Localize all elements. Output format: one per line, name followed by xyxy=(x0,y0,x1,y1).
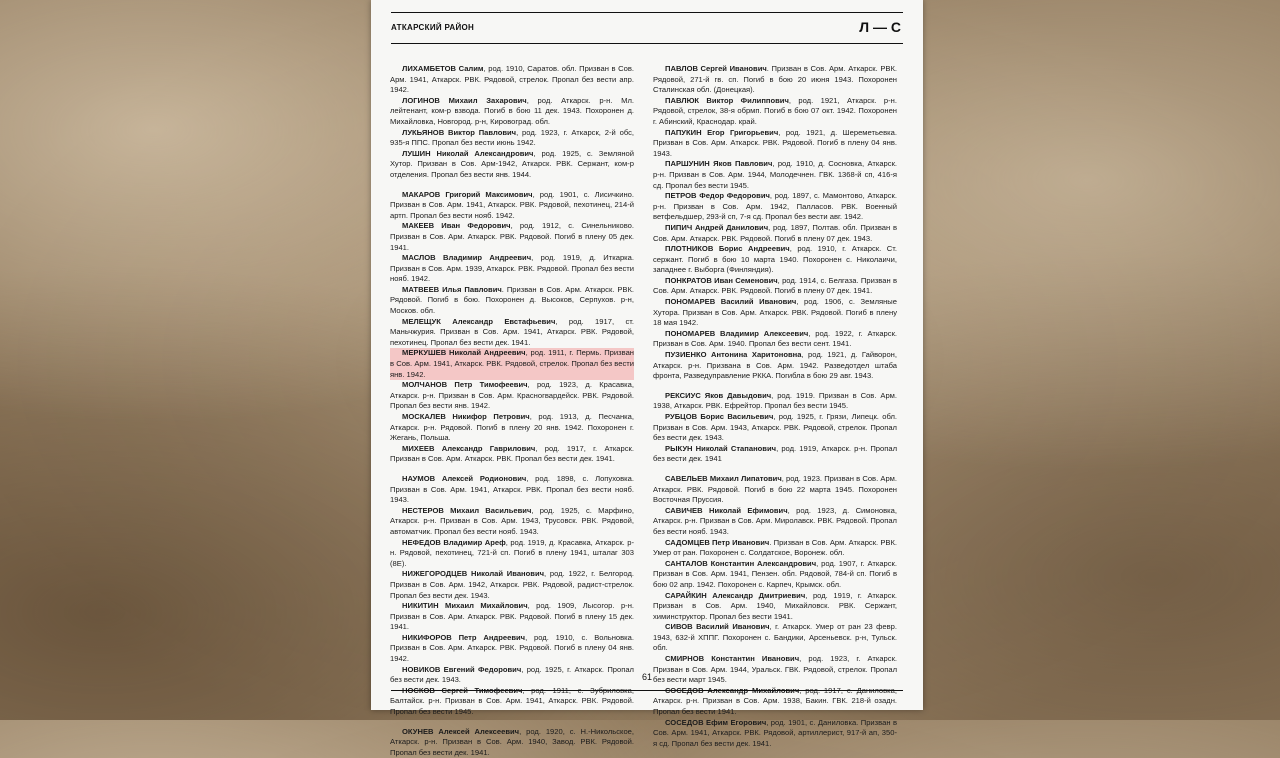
entry-name: ЛОГИНОВ Михаил Захарович xyxy=(402,95,527,105)
entry-text: , род. 1901, с. Даниловка. Призван в Сов. Арм. 1941, Аткарск. РВК. Рядовой, артиллерист, 917-й ап, 350-я сд. Пропал без вести дек. 1941. xyxy=(653,717,898,748)
entry-text: , род. 1906, с. Земляные Хутора. Призван в Сов. Арм. Аткарск. РВК. Рядовой. Погиб в плену 18 мая 1942. xyxy=(653,297,897,328)
list-item xyxy=(653,297,897,329)
list-item xyxy=(653,96,897,128)
entry-text: , род. 1901, с. Лисичкино. Призван в Сов. Арм. 1941, Аткарск. РВК. Рядовой, пехотинец, 214-й артп. Пропал без вести нояб. 1942. xyxy=(390,189,634,220)
entry-text: , род. 1922, г. Белгород. Призван в Сов. Арм. 1942, Аткарск. РВК. Рядовой, радист-стрелок. Пропал без вести дек. 1943. xyxy=(390,569,635,600)
entry-name: НОВИКОВ Евгений Федорович xyxy=(402,664,522,674)
entry-text: , род. 1917, ст. Маньчжурия. Призван в Сов. Арм. 1941, Аткарск. РВК. Рядовой, пехотинец. Пропал без вести дек. 1941. xyxy=(390,316,634,347)
entry-text: , род. 1914, с. Белгаза. Призван в Сов. Арм. Аткарск. РВК. Рядовой. Погиб в плену 07 дек. 1941. xyxy=(653,275,897,296)
entry-text: , род. 1925, г. Аткарск. Пропал без вести дек. 1943. xyxy=(390,664,634,685)
entry-name: ПОНКРАТОВ Иван Семенович xyxy=(665,275,778,285)
entry-text: , род. 1919, д. Иткарка. Призван в Сов. Арм. 1939, Аткарск. РВК. Рядовой. Пропал без вести нояб. 1942. xyxy=(390,253,634,284)
list-item xyxy=(653,244,897,276)
entry-name: НИКИФОРОВ Петр Андреевич xyxy=(402,632,526,642)
entry-text: , род. 1921, д. Гайворон, Аткарск. р-н. Призвана в Сов. Арм. 1942. Разведотдел штаба фронта, Разведуправление РККА. Погибла в бою 29 авг. 1943. xyxy=(653,350,897,381)
list-item xyxy=(390,317,634,349)
entry-name: ПАВЛОВ Сергей Иванович xyxy=(665,64,767,73)
list-item xyxy=(653,474,897,506)
list-item xyxy=(390,96,634,128)
entry-name: МАКАРОВ Григорий Максимович xyxy=(402,189,533,199)
list-item xyxy=(653,506,897,538)
entry-text: . Призван в Сов. Арм. Аткарск. РВК. Рядовой. Погиб в бою. Похоронен д. Высоков, Серпухов. р-н, Москов. обл. xyxy=(390,284,634,316)
left-column xyxy=(390,64,634,758)
list-item xyxy=(390,569,634,601)
entry-name: МАТВЕЕВ Илья Павлович xyxy=(402,284,502,294)
entry-name: МАКЕЕВ Иван Федорович xyxy=(402,221,511,231)
entry-name: САРАЙКИН Александр Дмитриевич xyxy=(665,590,806,600)
entry-name: ЛУКЬЯНОВ Виктор Павлович xyxy=(402,127,517,137)
entry-text: , род. 1923. Призван в Сов. Арм. Аткарск. РВК. Рядовой. Погиб в бою 22 марта 1945. Похоронен Восточная Пруссия. xyxy=(653,473,897,505)
entry-name: ПОНОМАРЕВ Владимир Алексеевич xyxy=(665,328,809,338)
list-item xyxy=(390,444,634,465)
entry-text: , г. Аткарск. Умер от ран 23 февр. 1943, 632-й ХППГ. Похоронен с. Бандики, Арсеньевск. р-н, Тульск. обл. xyxy=(653,622,898,653)
entry-text: , род. 1907, г. Аткарск. Призван в Сов. Арм. 1941, Пензен. обл. Рядовой, 784-й сп. Погиб в бою 02 апр. 1942. Похоронен с. Карпеч, Крымск. обл. xyxy=(653,558,897,589)
entry-name: ПАПУКИН Егор Григорьевич xyxy=(665,127,779,137)
list-item xyxy=(653,412,897,444)
entry-name: СОСЕДОВ Александр Михайлович xyxy=(665,685,800,695)
entry-text: , род. 1919. Призван в Сов. Арм. 1938, Аткарск. РВК. Ефрейтор. Пропал без вести 1945. xyxy=(653,390,897,411)
entry-text: , род. 1898, с. Лопуховка. Призван в Сов. Арм. 1941, Аткарск. РВК. Пропал без вести нояб. 1943. xyxy=(390,473,634,505)
list-item xyxy=(653,718,897,750)
entry-name: НОСКОВ Сергей Тимофеевич xyxy=(402,685,523,695)
highlighted-entry xyxy=(390,348,634,380)
entry-name: РЕКСИУС Яков Давыдович xyxy=(665,390,772,400)
entry-name: НИКИТИН Михаил Михайлович xyxy=(402,601,528,611)
entry-name: ЛУШИН Николай Александрович xyxy=(402,148,534,158)
entry-text: , род. 1920, с. Н.-Никольское, Аткарск. р-н. Призван в Сов. Арм. 1940, Завод. РВК. Рядовой. Пропал без вести дек. 1941. xyxy=(390,726,634,757)
entry-text: , род. 1919, Аткарск. р-н. Пропал без вести дек. 1941 xyxy=(653,443,898,464)
list-item xyxy=(653,329,897,350)
entry-text: , род. 1917, г. Аткарск. Призван в Сов. Арм. Аткарск. РВК. Пропал без вести дек. 1941. xyxy=(390,443,634,464)
entry-name: НЕСТЕРОВ Михаил Васильевич xyxy=(402,505,532,515)
entry-text: , род. 1921, д. Шереметьевка. Призван в Сов. Арм. Аткарск. РВК. Рядовой. Погиб в плену 04 янв. 1943. xyxy=(653,127,897,158)
entry-text: , род. 1911, г. Пермь. Призван в Сов. Арм. 1941, Аткарск. РВК. Рядовой, стрелок. Пропал без вести янв. 1942. xyxy=(390,348,634,379)
entry-text: , род. 1911, с. Зубриловка, Балтайск. р-н. Призван в Сов. Арм. 1941, Аткарск. РВК. Рядовой. Пропал без вести 1945. xyxy=(390,685,634,717)
list-item xyxy=(653,276,897,297)
running-header-district: АТКАРСКИЙ РАЙОН xyxy=(391,23,475,32)
list-item xyxy=(653,538,897,559)
entry-text: , род. 1923, г. Аткарск, 2-й обс, 935-я ППС. Пропал без вести июнь 1942. xyxy=(390,127,634,148)
entry-text: , род. 1925, с. Марфино, Аткарск. р-н. Призван в Сов. Арм. 1943, Трусовск. РВК. Рядовой, автоматчик. Пропал без вести нояб. 1943. xyxy=(390,505,634,536)
entry-name: ПАРШУНИН Яков Павлович xyxy=(665,159,773,169)
header-rule xyxy=(391,43,903,44)
entry-text: , род. 1913, д. Песчанка, Аткарск. р-н. Рядовой. Погиб в плену 20 янв. 1942. Похоронен г. Жегань, Польша. xyxy=(390,412,634,443)
entry-text: . Призван в Сов. Арм. Аткарск. РВК. Рядовой, 271-й гв. сп. Погиб в бою 20 июня 1943. Похоронен Сталинская обл. (Донецкая). xyxy=(653,64,898,95)
list-item xyxy=(390,190,634,222)
entry-name: ПЕТРОВ Федор Федорович xyxy=(665,191,770,201)
entry-text: , род. 1910, Саратов. обл. Призван в Сов. Арм. 1941, Аткарск. РВК. Рядовой, стрелок. Пропал без вести апр. 1942. xyxy=(390,64,634,95)
entry-name: РУБЦОВ Борис Васильевич xyxy=(665,412,774,421)
list-item xyxy=(653,191,897,223)
entry-name: МЕЛЕЩУК Александр Евстафьевич xyxy=(402,316,556,326)
entry-text: , род. 1923, г. Аткарск. Призван в Сов. Арм. 1944, Уральск. ГВК. Рядовой, стрелок. Пропал без вести март 1945. xyxy=(653,654,897,685)
list-item xyxy=(390,64,634,96)
entry-text: , род. 1910, с. Вольновка. Призван в Сов. Арм. Аткарск. РВК. Рядовой. Погиб в плену 04 янв. 1942. xyxy=(390,632,634,664)
document-page xyxy=(371,0,923,757)
entry-text: . Призван в Сов. Арм. Аткарск. РВК. Умер от ран. Похоронен с. Солдатское, Воронеж. обл. xyxy=(653,537,897,558)
entry-text: , род. 1921, Аткарск. р-н. Рядовой, стрелок, 38-я обрмп. Погиб в бою 07 окт. 1942. Похоронен г. Абинский, Краснодар. край. xyxy=(653,95,897,126)
entry-name: РЫКУН Николай Стапанович xyxy=(665,443,777,453)
list-item xyxy=(653,591,897,623)
entry-name: СИВОВ Василий Иванович xyxy=(665,622,770,632)
entry-name: САДОМЦЕВ Петр Иванович xyxy=(665,537,770,547)
list-item xyxy=(390,380,634,412)
list-item xyxy=(390,538,634,570)
entry-text: , род. 1910, г. Аткарск. Ст. сержант. Погиб в бою 10 марта 1940. Похоронен с. Николаичи, западнее г. Выборга (Финляндия). xyxy=(653,244,897,275)
entry-name: ПЛОТНИКОВ Борис Андреевич xyxy=(665,244,790,254)
list-item xyxy=(390,474,634,506)
list-item xyxy=(390,221,634,253)
entry-text: , род. 1897, с. Мамонтово, Аткарск. р-н. Призван в Сов. Арм. 1942, Палласов. РВК. Военный ветфельдшер, 293-й сп, 7-я сд. Пропал без вести авг. 1942. xyxy=(653,191,897,222)
entry-text: , род. 1925, г. Грязи, Липецк. обл. Призван в Сов. Арм. 1943, Аткарск. РВК. Рядовой, стрелок. Пропал без вести дек. 1943. xyxy=(653,412,897,443)
entry-text: , род. 1919, д. Красавка, Аткарск. р-н. Рядовой, пехотинец, 721-й сп. Погиб в плену 1941, шталаг 303 (8Е). xyxy=(390,537,634,568)
list-item xyxy=(390,506,634,538)
right-column xyxy=(653,64,897,749)
list-item xyxy=(390,412,634,444)
entry-text: , род. 1919, г. Аткарск. Призван в Сов. Арм. 1940, Михайловск. РВК. Сержант, химинструктор. Пропал без вести 1941. xyxy=(653,590,897,621)
entry-name: МОСКАЛЕВ Никифор Петрович xyxy=(402,412,530,421)
entry-name: МАСЛОВ Владимир Андреевич xyxy=(402,253,532,263)
page-number: 61 xyxy=(641,672,652,682)
entry-text: , род. 1922, г. Аткарск. Призван в Сов. Арм. 1940. Пропал без вести сент. 1941. xyxy=(653,328,898,349)
entry-text: , род. 1910, д. Сосновка, Аткарск. р-н. Призван в Сов. Арм. 1944, Молодечнен. ГВК. 1368-й сп, 416-я сд. Пропал без вести 1945. xyxy=(653,159,897,190)
entry-text: , род. Аткарск. р-н. Мл. лейтенант, ком-р взвода. Погиб в бою 11 дек. 1943. Похоронен д. Михайловка, Новгород. р-н, Кировоград. обл. xyxy=(390,95,634,126)
list-item xyxy=(653,391,897,412)
bottom-rule xyxy=(391,690,903,691)
entry-name: МОЛЧАНОВ Петр Тимофеевич xyxy=(402,380,528,390)
entry-name: ПИПИЧ Андрей Данилович xyxy=(665,222,769,232)
list-item xyxy=(390,149,634,181)
entry-name: СМИРНОВ Константин Иванович xyxy=(665,654,800,664)
entry-name: НЕФЕДОВ Владимир Ареф xyxy=(402,537,506,547)
entry-text: , род. 1912, с. Синельниково. Призван в Сов. Арм. Аткарск. РВК. Рядовой. Погиб в плену 05 дек. 1941. xyxy=(390,221,634,252)
entry-name: МИХЕЕВ Александр Гаврилович xyxy=(402,443,536,453)
list-item xyxy=(390,633,634,665)
entry-name: НАУМОВ Алексей Родионович xyxy=(402,473,527,483)
list-item xyxy=(390,253,634,285)
list-item xyxy=(653,64,897,96)
entry-text: , род. 1923, д. Симоновка, Аткарск. р-н. Призван в Сов. Арм. Миролавск. РВК. Рядовой. Пропал без вести нояб. 1943. xyxy=(653,505,898,536)
entry-name: ОКУНЕВ Алексей Алексеевич xyxy=(402,726,520,736)
list-item xyxy=(390,128,634,149)
entry-text: , род. 1923, д. Красавка, Аткарск. р-н. Призван в Сов. Арм. Красногвардейск. РВК. Рядовой. Пропал без вести янв. 1942. xyxy=(390,380,634,411)
list-item xyxy=(653,622,897,654)
entry-name: ЛИХАМБЕТОВ Салим xyxy=(402,64,484,73)
list-item xyxy=(653,223,897,244)
entry-text: , род. 1925, с. Земляной Хутор. Призван в Сов. Арм-1942, Аткарск. РВК. Сержант, ком-р отделения. Пропал без вести янв. 1944. xyxy=(390,148,634,179)
list-item xyxy=(653,444,897,465)
entry-name: САВЕЛЬЕВ Михаил Липатович xyxy=(665,473,782,483)
running-header-letters: Л — С xyxy=(859,19,901,35)
list-item xyxy=(653,350,897,382)
top-rule xyxy=(391,12,903,13)
list-item xyxy=(390,727,634,758)
list-item xyxy=(653,159,897,191)
entry-name: МЕРКУШЕВ Николай Андреевич xyxy=(402,348,526,358)
list-item xyxy=(390,285,634,317)
entry-name: ПОНОМАРЕВ Василий Иванович xyxy=(665,297,797,307)
entry-name: НИЖЕГОРОДЦЕВ Николай Иванович xyxy=(402,569,545,579)
list-item xyxy=(390,601,634,633)
entry-text: , род. 1897, Полтав. обл. Призван в Сов. Арм. Аткарск. РВК. Рядовой. Погиб в плену 07 дек. 1943. xyxy=(653,222,897,243)
entry-name: ПУЗИЕНКО Антонина Харитоновна xyxy=(665,350,802,360)
entry-text: , род. 1909, Лысогор. р-н. Призван в Сов. Арм. Аткарск. РВК. Рядовой. Погиб в плену 15 дек. 1941. xyxy=(390,601,634,632)
entry-name: ПАВЛЮК Виктор Филиппович xyxy=(665,95,789,105)
entry-text: , род. 1917, с. Даниловка, Аткарск. р-н. Призван в Сов. Арм. 1938, Бакин. ГВК. 218-й озадн. Пропал без вести 1941. xyxy=(653,685,897,717)
entry-name: САНТАЛОВ Константин Александрович xyxy=(665,558,817,568)
list-item xyxy=(653,559,897,591)
entry-name: СОСЕДОВ Ефим Егорович xyxy=(665,717,767,727)
list-item xyxy=(653,128,897,160)
entry-name: САВИЧЕВ Николай Ефимович xyxy=(665,505,788,515)
